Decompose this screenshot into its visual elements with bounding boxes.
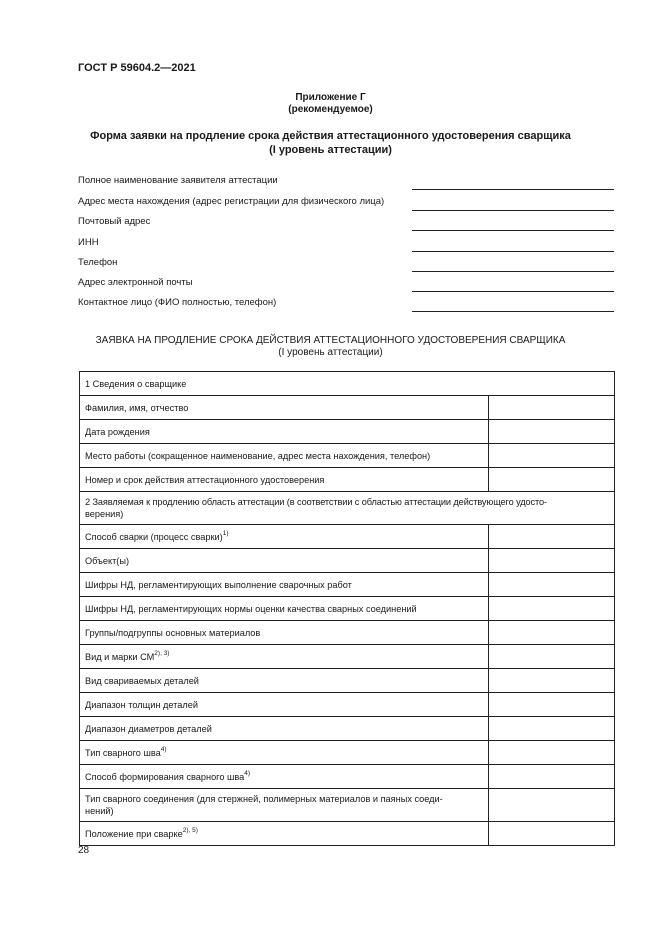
row-text-line2: нений) — [85, 806, 114, 816]
row-value-welding-position[interactable] — [489, 822, 615, 846]
table-row — [80, 669, 615, 693]
appendix-heading — [0, 92, 661, 116]
row-label-full-name: Фамилия, имя, отчество — [80, 396, 489, 420]
row-value-weld-type[interactable] — [489, 741, 615, 765]
field-line-email[interactable] — [412, 291, 614, 292]
row-label-workplace: Место работы (сокращенное наименование, адрес места нахождения, телефон) — [80, 444, 489, 468]
field-label-phone: Телефон — [78, 257, 118, 268]
row-value-joint-type[interactable] — [489, 789, 615, 822]
row-label-welding-consumables — [80, 645, 489, 669]
field-line-address[interactable] — [412, 210, 614, 211]
row-text: Способ сварки (процесс сварки) — [85, 531, 223, 542]
field-line-inn[interactable] — [412, 251, 614, 252]
row-label-nd-quality — [80, 597, 489, 621]
row-text: Тип сварного шва — [85, 747, 161, 758]
footnote-ref: 4) — [160, 745, 167, 753]
form-title — [0, 129, 661, 157]
table-row — [80, 525, 615, 549]
row-value-full-name[interactable] — [489, 396, 615, 420]
field-label-applicant-name: Полное наименование заявителя аттестации — [78, 175, 278, 186]
row-text: Шифры НД, регламентирующих нормы оценки качества сварных соединений — [85, 603, 417, 614]
table-row — [80, 468, 615, 492]
appendix-subtitle: (рекомендуемое) — [288, 104, 373, 115]
table-row — [80, 420, 615, 444]
section2-heading-line2: верения) — [85, 509, 124, 519]
row-value-birth-date[interactable] — [489, 420, 615, 444]
row-label-welding-position — [80, 822, 489, 846]
row-label-part-type — [80, 669, 489, 693]
row-label-objects — [80, 549, 489, 573]
section1-heading: 1 Сведения о сварщике — [80, 372, 615, 396]
table-row — [80, 789, 615, 822]
table-section-row — [80, 372, 615, 396]
row-value-diameter-range[interactable] — [489, 717, 615, 741]
row-value-welding-method[interactable] — [489, 525, 615, 549]
field-line-phone[interactable] — [412, 271, 614, 272]
appendix-title: Приложение Г — [295, 92, 366, 103]
table-row — [80, 822, 615, 846]
row-label-birth-date: Дата рождения — [80, 420, 489, 444]
field-label-address: Адрес места нахождения (адрес регистрации для физического лица) — [78, 196, 385, 207]
row-text: Объект(ы) — [85, 555, 130, 566]
row-label-certificate: Номер и срок действия аттестационного удостоверения — [80, 468, 489, 492]
row-value-weld-formation[interactable] — [489, 765, 615, 789]
table-row — [80, 396, 615, 420]
row-value-nd-quality[interactable] — [489, 597, 615, 621]
field-line-applicant-name[interactable] — [412, 189, 614, 190]
application-title: ЗАЯВКА НА ПРОДЛЕНИЕ СРОКА ДЕЙСТВИЯ АТТЕСТАЦИОННОГО УДОСТОВЕРЕНИЯ СВАРЩИКА — [95, 335, 566, 346]
field-line-postal-address[interactable] — [412, 230, 614, 231]
row-label-material-groups — [80, 621, 489, 645]
application-table — [79, 371, 615, 846]
field-label-postal-address: Почтовый адрес — [78, 216, 151, 227]
table-row — [80, 645, 615, 669]
form-title-line1: Форма заявки на продление срока действия аттестационного удостоверения сварщика — [90, 130, 571, 142]
row-text: Способ формирования сварного шва — [85, 771, 245, 782]
field-label-contact-person: Контактное лицо (ФИО полностью, телефон) — [78, 297, 277, 308]
application-heading — [0, 335, 661, 359]
table-row — [80, 693, 615, 717]
table-row — [80, 444, 615, 468]
row-value-material-groups[interactable] — [489, 621, 615, 645]
row-label-nd-welding — [80, 573, 489, 597]
table-row — [80, 549, 615, 573]
row-text: Положение при сварке — [85, 828, 183, 839]
row-label-welding-method — [80, 525, 489, 549]
field-line-contact-person[interactable] — [412, 311, 614, 312]
footnote-ref: 1) — [222, 529, 229, 537]
row-value-welding-consumables[interactable] — [489, 645, 615, 669]
row-label-weld-formation — [80, 765, 489, 789]
row-text-line1: Тип сварного соединения (для стержней, полимерных материалов и паяных соеди- — [85, 794, 443, 804]
row-text: Диапазон диаметров деталей — [85, 723, 212, 734]
section2-heading-line1: 2 Заявляемая к продлению область аттестации (в соответствии с областью аттестации действующего удосто- — [85, 497, 547, 507]
row-value-nd-welding[interactable] — [489, 573, 615, 597]
row-value-part-type[interactable] — [489, 669, 615, 693]
table-section-row — [80, 492, 615, 525]
table-row — [80, 765, 615, 789]
document-header: ГОСТ Р 59604.2—2021 — [78, 62, 196, 74]
section2-heading — [80, 492, 615, 525]
page-number: 28 — [78, 845, 90, 856]
field-label-email: Адрес электронной почты — [78, 277, 193, 288]
row-text: Шифры НД, регламентирующих выполнение сварочных работ — [85, 579, 352, 590]
footnote-ref: 2), 5) — [182, 826, 198, 834]
footnote-ref: 4) — [244, 769, 251, 777]
field-label-inn: ИНН — [78, 237, 99, 248]
application-subtitle: (I уровень аттестации) — [278, 347, 383, 358]
row-value-workplace[interactable] — [489, 444, 615, 468]
table-row — [80, 573, 615, 597]
row-value-objects[interactable] — [489, 549, 615, 573]
row-text: Группы/подгруппы основных материалов — [85, 627, 261, 638]
row-text: Диапазон толщин деталей — [85, 699, 198, 710]
row-text: Вид и марки СМ — [85, 651, 155, 662]
form-title-line2: (I уровень аттестации) — [269, 144, 392, 156]
table-row — [80, 717, 615, 741]
row-label-diameter-range — [80, 717, 489, 741]
table-row — [80, 597, 615, 621]
row-value-certificate[interactable] — [489, 468, 615, 492]
row-value-thickness-range[interactable] — [489, 693, 615, 717]
table-row — [80, 621, 615, 645]
row-label-thickness-range — [80, 693, 489, 717]
row-label-weld-type — [80, 741, 489, 765]
footnote-ref: 2), 3) — [154, 649, 170, 657]
table-row — [80, 741, 615, 765]
row-label-joint-type — [80, 789, 489, 822]
row-text: Вид свариваемых деталей — [85, 675, 199, 686]
